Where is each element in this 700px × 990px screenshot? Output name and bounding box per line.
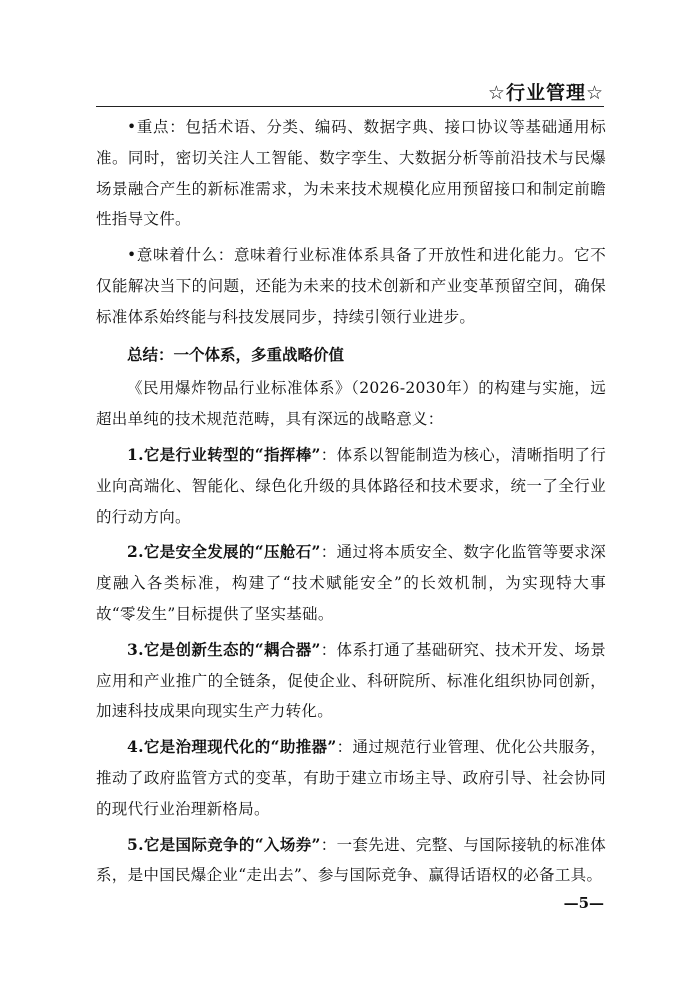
summary-item-text: ：一套先进、完整、与国际接轨的标准体系，是中国民爆企业“走出去”、参与国际竞争、赢得话语权的必备工具。 (96, 835, 606, 885)
page-header (96, 76, 604, 107)
summary-item-label: 4.它是治理现代化的“助推器” (127, 737, 337, 757)
summary-intro: 《民用爆炸物品行业标准体系》（2026-2030年）的构建与实施，远超出单纯的技术规范范畴，具有深远的战略意义： (96, 379, 606, 429)
summary-item-5 (96, 830, 606, 892)
summary-item-text: ：体系以智能制造为核心，清晰指明了行业向高端化、智能化、绿色化升级的具体路径和技术要求，统一了全行业的行动方向。 (96, 445, 606, 526)
summary-item-text: ：通过将本质安全、数字化监管等要求深度融入各类标准，构建了“技术赋能安全”的长效机制，为实现特大事故“零发生”目标提供了坚实基础。 (96, 543, 606, 623)
section-title: ☆行业管理☆ (487, 82, 604, 104)
summary-item-label: 2.它是安全发展的“压舱石” (127, 542, 321, 562)
summary-item-label: 1.它是行业转型的“指挥棒” (127, 444, 321, 464)
summary-item-label: 5.它是国际竞争的“入场券” (127, 834, 321, 854)
summary-heading: 总结：一个体系，多重战略价值 (127, 345, 345, 364)
page-body (96, 112, 606, 891)
summary-item-2 (96, 537, 606, 629)
page-number: —5— (563, 894, 604, 912)
bullet-paragraph-meaning: •意味着什么：意味着行业标准体系具备了开放性和进化能力。它不仅能解决当下的问题，还能为未来的技术创新和产业变革预留空间，确保标准体系始终能与科技发展同步，持续引领行业进步。 (96, 246, 606, 326)
summary-item-text: ：体系打通了基础研究、技术开发、场景应用和产业推广的全链条，促使企业、科研院所、标准化组织协同创新，加速科技成果向现实生产力转化。 (96, 640, 606, 721)
summary-item-4 (96, 732, 606, 824)
summary-item-3 (96, 635, 606, 727)
bullet-paragraph-focus: •重点：包括术语、分类、编码、数据字典、接口协议等基础通用标准。同时，密切关注人工智能、数字孪生、大数据分析等前沿技术与民爆场景融合产生的新标准需求，为未来技术规模化应用预留接口和制定前瞻性指导文件。 (96, 118, 606, 229)
summary-item-1 (96, 440, 606, 532)
summary-item-label: 3.它是创新生态的“耦合器” (127, 639, 321, 659)
summary-item-text: ：通过规范行业管理、优化公共服务，推动了政府监管方式的变革，有助于建立市场主导、政府引导、社会协同的现代行业治理新格局。 (96, 738, 606, 818)
